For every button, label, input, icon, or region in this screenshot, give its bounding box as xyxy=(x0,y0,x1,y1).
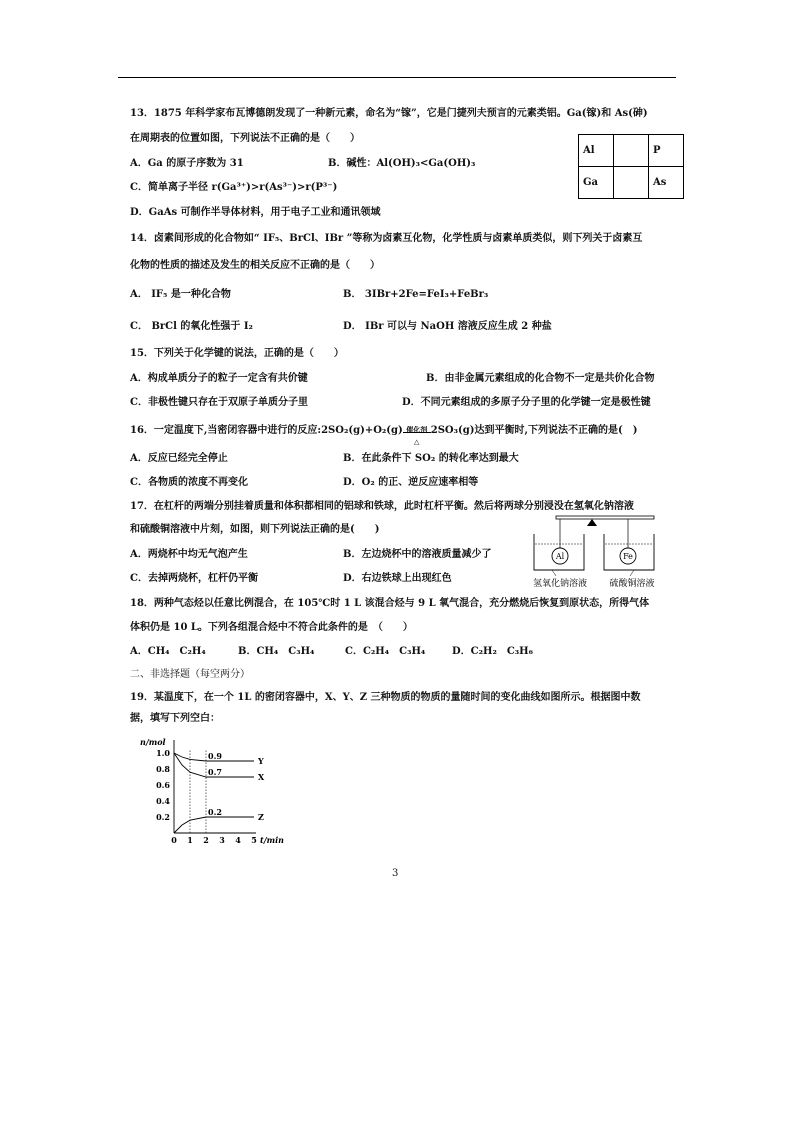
page-number: 3 xyxy=(392,868,399,879)
q13-option-c[interactable]: C．简单离子半径 r(Ga³⁺)>r(As³⁻)>r(P³⁻) xyxy=(130,182,338,193)
q17-option-a[interactable]: A．两烧杯中均无气泡产生 xyxy=(130,549,248,560)
q16-option-c[interactable]: C．各物质的浓度不再变化 xyxy=(130,477,248,488)
series-name-Y: Y xyxy=(258,756,264,766)
catalyst-label: 催化剂 xyxy=(406,425,428,434)
q14-stem-line2: 化物的性质的描述及发生的相关反应不正确的是（ ） xyxy=(130,260,380,271)
y-tick-label: 0.6 xyxy=(156,780,170,790)
q14-stem-line1: 14．卤素间形成的化合物如“ IF₅、BrCl、IBr ”等称为卤素互化物，化学性质与卤素单质类似，则下列关于卤素互 xyxy=(130,233,643,244)
q16-option-a[interactable]: A．反应已经完全停止 xyxy=(130,453,228,464)
q18-option-d[interactable]: D．C₂H₂ C₃H₆ xyxy=(452,646,534,657)
q14-option-b[interactable]: B． 3IBr+2Fe=FeI₃+FeBr₃ xyxy=(343,289,489,300)
q15-option-b[interactable]: B．由非金属元素组成的化合物不一定是共价化合物 xyxy=(426,373,655,384)
q18-option-c[interactable]: C．C₂H₄ C₃H₄ xyxy=(345,646,426,657)
y-tick-label: 0.8 xyxy=(156,764,170,774)
value-label-Z: 0.2 xyxy=(208,807,222,817)
x-tick-label: 5 xyxy=(251,835,257,845)
q18-stem-line2: 体积仍是 10 L。下列各组混合烃中不符合此条件的是 （ ） xyxy=(130,622,413,633)
q16-stem-post: 2SO₃(g)达到平衡时,下列说法不正确的是( ) xyxy=(430,425,638,436)
lever-beaker-figure xyxy=(528,512,664,590)
beaker-left-label: 氢氧化钠溶液 xyxy=(532,579,588,589)
pt-cell: As xyxy=(649,167,684,199)
q16-option-b[interactable]: B．在此条件下 SO₂ 的转化率达到最大 xyxy=(343,453,519,464)
q15-option-a[interactable]: A．构成单质分子的粒子一定含有共价键 xyxy=(130,373,308,384)
q14-option-a[interactable]: A． IF₅ 是一种化合物 xyxy=(130,289,231,300)
q19-stem-line1: 19．某温度下，在一个 1L 的密闭容器中，X、Y、Z 三种物质的物质的量随时间的变化曲线如图所示。根据图中数 xyxy=(130,692,641,703)
q14-option-c[interactable]: C． BrCl 的氧化性强于 I₂ xyxy=(130,321,253,332)
mole-time-chart xyxy=(136,734,288,846)
pt-cell: P xyxy=(649,135,684,167)
q17-option-c[interactable]: C．去掉两烧杯，杠杆仍平衡 xyxy=(130,573,258,584)
q17-stem-line2: 和硫酸铜溶液中片刻，如图，则下列说法正确的是( ) xyxy=(130,524,380,535)
x-tick-label: 1 xyxy=(187,835,193,845)
series-line-Z xyxy=(174,817,254,833)
q19-stem-line2: 据，填写下列空白： xyxy=(130,713,220,724)
q13-option-a[interactable]: A．Ga 的原子序数为 31 xyxy=(130,158,244,169)
q16-stem xyxy=(130,424,638,446)
q13-option-d[interactable]: D．GaAs 可制作半导体材料，用于电子工业和通讯领域 xyxy=(130,207,381,218)
q15-option-c[interactable]: C．非极性键只存在于双原子单质分子里 xyxy=(130,397,308,408)
q13-stem-line1: 13．1875 年科学家布瓦博德朗发现了一种新元素，命名为“镓”，它是门捷列夫预言的元素类铝。Ga(镓)和 As(砷) xyxy=(130,108,648,119)
q17-stem-line1: 17．在杠杆的两端分别挂着质量和体积都相同的铝球和铁球，此时杠杆平衡。然后将两球分别浸没在氢氧化钠溶液 xyxy=(130,501,634,512)
q16-stem-pre: 16．一定温度下,当密闭容器中进行的反应:2SO₂(g)+O₂(g) xyxy=(130,425,403,436)
q16-option-d[interactable]: D．O₂ 的正、逆反应速率相等 xyxy=(343,477,479,488)
q13-option-b[interactable]: B．碱性：Al(OH)₃<Ga(OH)₃ xyxy=(328,158,476,169)
catalyst-arrow xyxy=(403,425,431,446)
q13-stem-line2: 在周期表的位置如图，下列说法不正确的是（ ） xyxy=(130,133,360,144)
ball-left-label: Al xyxy=(555,552,565,561)
ball-right-label: Fe xyxy=(623,552,633,561)
q18-option-a[interactable]: A．CH₄ C₂H₄ xyxy=(130,646,206,657)
q18-stem-line1: 18．两种气态烃以任意比例混合，在 105℃时 1 L 该混合烃与 9 L 氧气混合，充分燃烧后恢复到原状态，所得气体 xyxy=(130,598,650,609)
q18-option-b[interactable]: B．CH₄ C₃H₄ xyxy=(238,646,315,657)
pt-cell: Ga xyxy=(579,167,614,199)
y-axis-label: n/mol xyxy=(140,737,166,747)
y-tick-label: 0.2 xyxy=(156,812,170,822)
x-tick-label: 4 xyxy=(235,835,241,845)
beaker-right-label: 硫酸铜溶液 xyxy=(609,579,655,589)
pt-cell xyxy=(614,135,649,167)
q14-option-d[interactable]: D． IBr 可以与 NaOH 溶液反应生成 2 种盐 xyxy=(343,321,552,332)
x-tick-label: 0 xyxy=(171,835,177,845)
pt-cell: Al xyxy=(579,135,614,167)
value-label-X: 0.7 xyxy=(208,767,222,777)
x-tick-label: 3 xyxy=(219,835,225,845)
periodic-table-fragment xyxy=(578,134,684,199)
q15-option-d[interactable]: D．不同元素组成的多原子分子里的化学键一定是极性键 xyxy=(402,397,651,408)
section-heading: 二、非选择题（每空两分） xyxy=(130,669,250,680)
q17-option-d[interactable]: D．右边铁球上出现红色 xyxy=(343,573,452,584)
x-axis-label: t/min xyxy=(260,835,284,845)
q17-option-b[interactable]: B．左边烧杯中的溶液质量减少了 xyxy=(343,549,492,560)
value-label-Y: 0.9 xyxy=(208,751,222,761)
q15-stem: 15．下列关于化学键的说法，正确的是（ ） xyxy=(130,348,344,359)
x-tick-label: 2 xyxy=(203,835,209,845)
series-name-X: X xyxy=(258,772,265,782)
heat-symbol: △ xyxy=(414,437,420,446)
series-name-Z: Z xyxy=(258,812,264,822)
y-tick-label: 0.4 xyxy=(156,796,170,806)
header-rule xyxy=(118,77,676,78)
y-tick-label: 1.0 xyxy=(156,748,170,758)
pt-cell xyxy=(614,167,649,199)
